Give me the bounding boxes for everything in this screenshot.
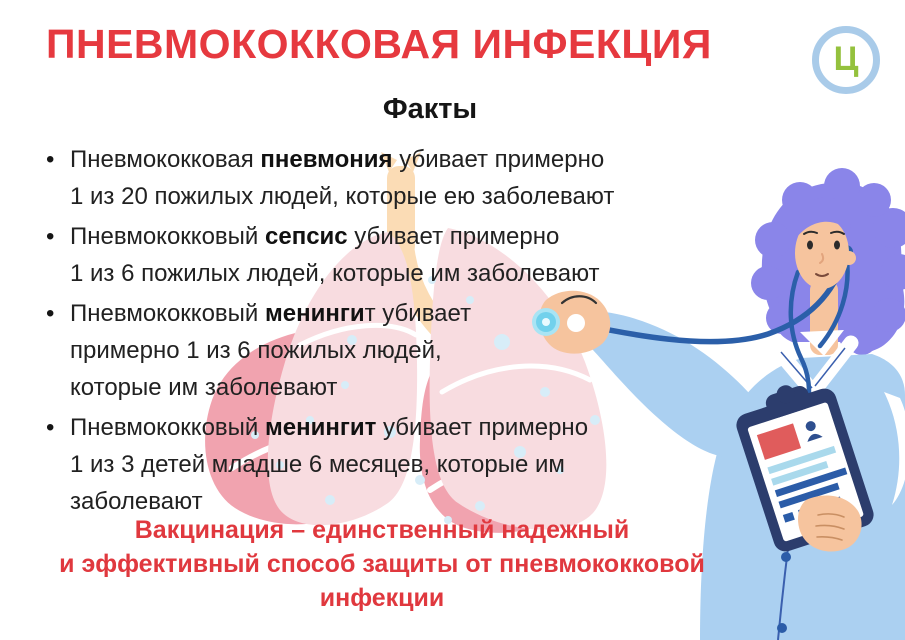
- bullet-term: менингит: [265, 414, 377, 441]
- bullet-line: [70, 255, 600, 292]
- bullet-marker: •: [46, 300, 55, 327]
- bullet-item: [46, 409, 614, 520]
- bullet-segment: которые им заболевают: [70, 374, 338, 401]
- bullet-item: [46, 141, 614, 215]
- bullet-segment: убивает примерно: [376, 414, 589, 441]
- bullet-segment: т убивает: [364, 300, 472, 327]
- bullet-line: [70, 141, 614, 178]
- footer-line: Вакцинация – единственный надежный: [134, 516, 630, 544]
- vaccination-message: [8, 513, 756, 615]
- bullet-segment: 1 из 6 пожилых людей, которые им заболевают: [70, 260, 600, 287]
- bullet-term: пневмония: [260, 146, 393, 173]
- bullet-term: сепсис: [265, 223, 348, 250]
- clinic-logo-letter: Ц: [833, 40, 859, 78]
- bullet-text: [70, 141, 614, 215]
- bullet-line: [70, 369, 471, 406]
- bullet-segment: заболевают: [70, 488, 203, 515]
- page-title: ПНЕВМОКОККОВАЯ ИНФЕКЦИЯ: [46, 21, 712, 67]
- bullet-segment: убивает примерно: [347, 223, 560, 250]
- bullet-segment: убивает примерно: [392, 146, 605, 173]
- bullet-marker: •: [46, 414, 55, 441]
- subtitle-facts: Факты: [382, 93, 478, 125]
- bullet-line: [70, 446, 588, 483]
- bullet-segment: 1 из 20 пожилых людей, которые ею заболевают: [70, 183, 615, 210]
- bullet-line: [70, 178, 614, 215]
- bullet-line: [70, 409, 588, 446]
- bullet-text: [70, 218, 600, 292]
- bullet-term: менинги: [265, 300, 365, 327]
- facts-list: [46, 141, 614, 523]
- footer-line: и эффективный способ защиты от пневмококковой: [59, 550, 705, 578]
- bullet-item: [46, 295, 614, 406]
- bullet-line: [70, 295, 471, 332]
- bullet-segment: 1 из 3 детей младше 6 месяцев, которые им: [70, 451, 565, 478]
- clinic-logo: [812, 26, 880, 94]
- bullet-text: [70, 295, 471, 406]
- bullet-segment: Пневмококковый: [70, 223, 265, 250]
- bullet-marker: •: [46, 223, 55, 250]
- bullet-segment: примерно 1 из 6 пожилых людей,: [70, 337, 442, 364]
- bullet-line: [70, 218, 600, 255]
- bullet-text: [70, 409, 588, 520]
- footer-line: инфекции: [319, 584, 445, 612]
- bullet-segment: Пневмококковый: [70, 414, 265, 441]
- bullet-segment: Пневмококковая: [70, 146, 261, 173]
- bullet-marker: •: [46, 146, 55, 173]
- bullet-line: [70, 332, 471, 369]
- bullet-segment: Пневмококковый: [70, 300, 265, 327]
- bullet-item: [46, 218, 614, 292]
